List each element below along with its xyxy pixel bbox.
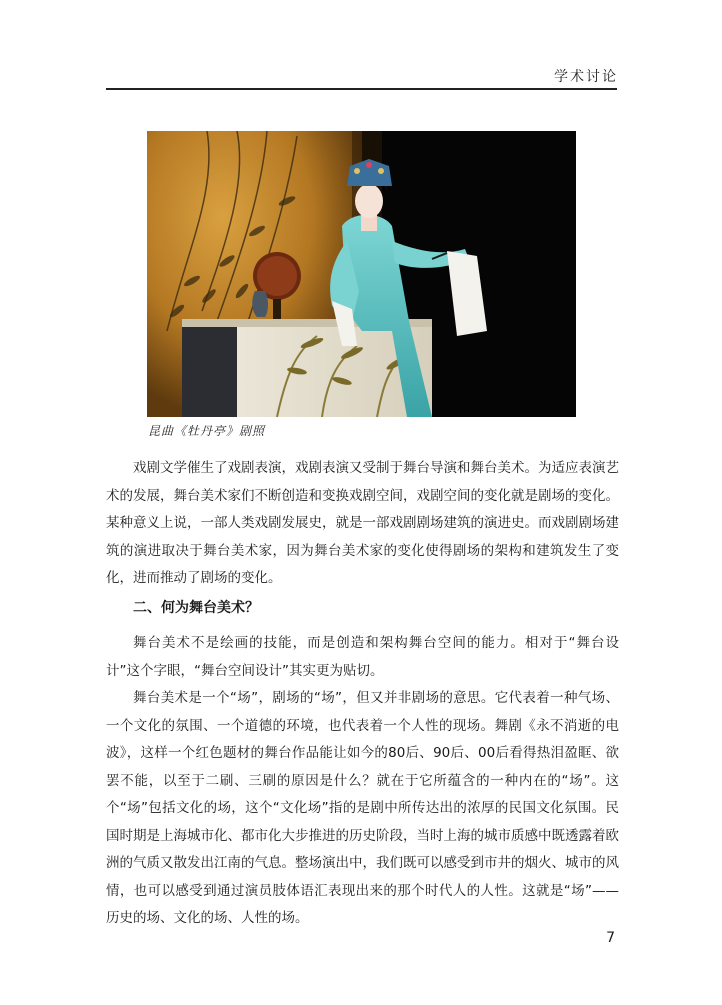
- header-rule: [106, 88, 617, 90]
- body-paragraph: 舞台美术是一个“场”，剧场的“场”，但又并非剧场的意思。它代表着一种气场、一个文化的氛围、一个道德的环境，也代表着一个人性的现场。舞剧《永不消逝的电波》，这样一个红色题材的舞台作品能让如今的80后、90后、00后看得热泪盈眶、欲罢不能，以至于二刷、三刷的原因是什么？就在于它所蕴含的一种内在的“场”。这个“场”包括文化的场，这个“文化场”指的是剧中所传达出的浓厚的民国文化氛围。民国时期是上海城市化、都市化大步推进的历史阶段，当时上海的城市质感中既透露着欧洲的气质又散发出江南的气息。整场演出中，我们既可以感受到市井的烟火、城市的风情，也可以感受到通过演员肢体语汇表现出来的那个时代人的人性。这就是“场”——历史的场、文化的场、人性的场。: [106, 690, 619, 926]
- body-paragraph: 戏剧文学催生了戏剧表演，戏剧表演又受制于舞台导演和舞台美术。为适应表演艺术的发展，舞台美术家们不断创造和变换戏剧空间，戏剧空间的变化就是剧场的变化。某种意义上说，一部人类戏剧发展史，就是一部戏剧剧场建筑的演进史。而戏剧剧场建筑的演进取决于舞台美术家，因为舞台美术家的变化使得剧场的架构和建筑发生了变化，进而推动了剧场的变化。: [106, 460, 619, 586]
- running-header-title: 学术讨论: [554, 69, 618, 85]
- body-paragraph: 舞台美术不是绘画的技能，而是创造和架构舞台空间的能力。相对于“舞台设计”这个字眼，“舞台空间设计”其实更为贴切。: [106, 635, 619, 679]
- stage-photo: [147, 131, 576, 417]
- page-number: 7: [606, 930, 615, 946]
- figure-caption: 昆曲《牡丹亭》剧照: [148, 424, 266, 438]
- section-heading: 二、何为舞台美术？: [133, 600, 259, 616]
